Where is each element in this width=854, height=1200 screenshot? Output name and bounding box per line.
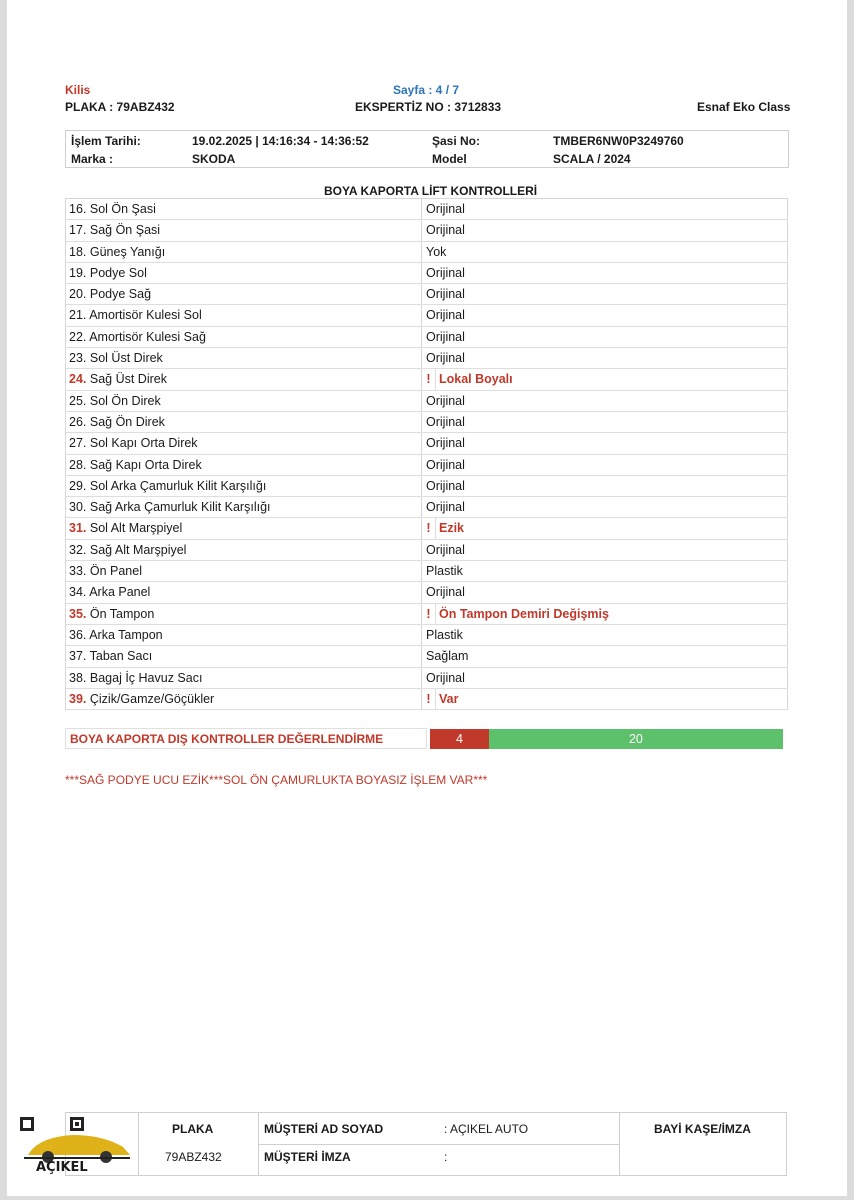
check-result xyxy=(422,604,788,624)
check-name: Sol Kapı Orta Direk xyxy=(89,436,198,451)
check-value: Orijinal xyxy=(426,542,465,557)
check-number: 38. xyxy=(69,670,87,685)
check-name: Taban Sacı xyxy=(89,649,153,664)
check-value: Orijinal xyxy=(426,500,465,515)
model-value: SCALA / 2024 xyxy=(553,152,631,166)
check-result xyxy=(422,305,788,325)
check-label xyxy=(66,199,422,219)
check-row xyxy=(66,497,788,518)
dealer-stamp-label: BAYİ KAŞE/İMZA xyxy=(654,1122,751,1136)
check-name: Amortisör Kulesi Sol xyxy=(89,308,202,323)
check-number: 36. xyxy=(69,627,87,642)
check-name: Sağ Alt Marşpiyel xyxy=(89,542,187,557)
check-result xyxy=(422,412,788,432)
date-label: İşlem Tarihi: xyxy=(71,134,141,148)
check-label xyxy=(66,561,422,581)
check-number: 22. xyxy=(69,329,87,344)
chassis-label: Şasi No: xyxy=(432,134,481,148)
check-name: Sağ Arka Çamurluk Kilit Karşılığı xyxy=(89,500,271,515)
check-result xyxy=(422,284,788,304)
check-label xyxy=(66,220,422,240)
check-row xyxy=(66,582,788,603)
check-number: 16. xyxy=(69,202,87,216)
check-value: Plastik xyxy=(426,564,463,579)
package-name: Esnaf Eko Class xyxy=(697,100,791,114)
model-label: Model xyxy=(432,152,467,166)
check-row xyxy=(66,391,788,412)
check-name: Podye Sol xyxy=(89,265,147,280)
check-name: Sol Ön Direk xyxy=(89,393,161,408)
check-name: Çizik/Gamze/Göçükler xyxy=(89,691,215,706)
check-row xyxy=(66,604,788,625)
check-label xyxy=(66,412,422,432)
car-logo-icon xyxy=(18,1115,136,1175)
check-value: Orijinal xyxy=(426,223,465,238)
check-value: Lokal Boyalı xyxy=(439,372,513,387)
check-number: 29. xyxy=(69,478,87,493)
check-result xyxy=(422,199,788,219)
brand-label: Marka : xyxy=(71,152,114,166)
check-name: Arka Panel xyxy=(89,585,151,600)
check-value: Orijinal xyxy=(426,393,465,408)
signature-footer xyxy=(36,1112,787,1176)
check-number: 18. xyxy=(69,244,87,259)
check-value: Orijinal xyxy=(426,265,465,280)
chassis-value: TMBER6NW0P3249760 xyxy=(553,134,684,148)
check-number: 28. xyxy=(69,457,87,472)
check-label xyxy=(66,668,422,688)
check-row xyxy=(66,199,788,220)
vehicle-info-box xyxy=(65,130,789,168)
check-label xyxy=(66,497,422,517)
check-number: 34. xyxy=(69,585,87,600)
check-row xyxy=(66,455,788,476)
alert-icon: ! xyxy=(422,689,436,709)
plate-header: PLAKA : 79ABZ432 xyxy=(65,100,175,114)
check-result xyxy=(422,646,788,666)
check-name: Ön Panel xyxy=(89,564,142,579)
check-row xyxy=(66,412,788,433)
check-number: 27. xyxy=(69,436,87,451)
check-row xyxy=(66,518,788,539)
check-result xyxy=(422,561,788,581)
check-number: 19. xyxy=(69,265,87,280)
check-row xyxy=(66,348,788,369)
check-value: Orijinal xyxy=(426,436,465,451)
brand-value: SKODA xyxy=(192,152,236,166)
check-value: Orijinal xyxy=(426,287,465,302)
check-value: Yok xyxy=(426,244,447,259)
check-number: 32. xyxy=(69,542,87,557)
check-label xyxy=(66,305,422,325)
check-row xyxy=(66,646,788,667)
check-number: 39. xyxy=(69,691,87,706)
customer-name-value: : AÇIKEL AUTO xyxy=(444,1122,529,1136)
footer-plate-label: PLAKA xyxy=(172,1122,214,1136)
check-result xyxy=(422,263,788,283)
check-value: Ezik xyxy=(439,521,465,536)
check-row xyxy=(66,369,788,390)
check-label xyxy=(66,433,422,453)
report-number: EKSPERTİZ NO : 3712833 xyxy=(355,100,502,114)
check-value: Ön Tampon Demiri Değişmiş xyxy=(439,606,609,621)
check-number: 25. xyxy=(69,393,87,408)
check-label xyxy=(66,348,422,368)
check-result xyxy=(422,497,788,517)
check-result xyxy=(422,689,788,709)
check-result xyxy=(422,369,788,389)
check-name: Sol Ön Şasi xyxy=(89,202,156,216)
footer-plate-value: 79ABZ432 xyxy=(165,1150,222,1164)
check-name: Amortisör Kulesi Sağ xyxy=(89,329,206,344)
check-name: Sağ Ön Direk xyxy=(89,414,165,429)
logo-text: AÇIKEL xyxy=(36,1160,88,1175)
check-result xyxy=(422,220,788,240)
check-name: Bagaj İç Havuz Sacı xyxy=(89,670,203,685)
evaluation-bad-segment: 4 xyxy=(430,729,489,749)
check-label xyxy=(66,263,422,283)
check-label xyxy=(66,391,422,411)
check-name: Ön Tampon xyxy=(89,606,155,621)
check-number: 26. xyxy=(69,414,87,429)
checks-table xyxy=(65,198,788,710)
check-value: Orijinal xyxy=(426,414,465,429)
check-number: 23. xyxy=(69,351,87,366)
check-label xyxy=(66,242,422,262)
check-result xyxy=(422,625,788,645)
report-page xyxy=(7,0,847,1196)
check-row xyxy=(66,242,788,263)
date-value: 19.02.2025 | 14:16:34 - 14:36:52 xyxy=(192,134,369,148)
check-label xyxy=(66,646,422,666)
customer-signature-label: MÜŞTERİ İMZA xyxy=(264,1150,351,1164)
check-value: Orijinal xyxy=(426,329,465,344)
check-value: Orijinal xyxy=(426,478,465,493)
check-row xyxy=(66,263,788,284)
check-label xyxy=(66,476,422,496)
check-number: 17. xyxy=(69,223,87,238)
check-row xyxy=(66,433,788,454)
check-name: Sol Üst Direk xyxy=(89,351,163,366)
check-label xyxy=(66,625,422,645)
check-label xyxy=(66,604,422,624)
check-value: Orijinal xyxy=(426,585,465,600)
check-number: 30. xyxy=(69,500,87,515)
check-result xyxy=(422,348,788,368)
check-value: Orijinal xyxy=(426,351,465,366)
check-name: Sol Alt Marşpiyel xyxy=(89,521,183,536)
check-row xyxy=(66,668,788,689)
section-title: BOYA KAPORTA LİFT KONTROLLERİ xyxy=(324,184,538,198)
check-row xyxy=(66,305,788,326)
check-label xyxy=(66,540,422,560)
check-row xyxy=(66,327,788,348)
check-number: 20. xyxy=(69,287,87,302)
check-label xyxy=(66,455,422,475)
check-result xyxy=(422,327,788,347)
check-result xyxy=(422,433,788,453)
check-value: Sağlam xyxy=(426,649,469,664)
alert-icon: ! xyxy=(422,369,436,389)
check-result xyxy=(422,455,788,475)
check-label xyxy=(66,327,422,347)
check-label xyxy=(66,689,422,709)
check-label xyxy=(66,369,422,389)
customer-name-label: MÜŞTERİ AD SOYAD xyxy=(264,1122,384,1136)
check-name: Sağ Ön Şasi xyxy=(89,223,161,238)
check-result xyxy=(422,242,788,262)
check-row xyxy=(66,689,788,710)
check-label xyxy=(66,518,422,538)
check-name: Podye Sağ xyxy=(89,287,152,302)
check-value: Plastik xyxy=(426,627,463,642)
check-row xyxy=(66,625,788,646)
page-indicator: Sayfa : 4 / 7 xyxy=(393,83,460,97)
check-result xyxy=(422,540,788,560)
check-result xyxy=(422,391,788,411)
check-name: Sağ Üst Direk xyxy=(89,372,167,387)
check-number: 33. xyxy=(69,564,87,579)
check-row xyxy=(66,561,788,582)
evaluation-good-segment: 20 xyxy=(489,729,783,749)
check-value: Orijinal xyxy=(426,308,465,323)
check-result xyxy=(422,668,788,688)
check-row xyxy=(66,284,788,305)
check-result xyxy=(422,476,788,496)
check-result xyxy=(422,582,788,602)
alert-icon: ! xyxy=(422,518,436,538)
inspection-note: ***SAĞ PODYE UCU EZİK***SOL ÖN ÇAMURLUKTA BOYASIZ İŞLEM VAR*** xyxy=(65,773,488,787)
check-value: Orijinal xyxy=(426,202,465,216)
check-label xyxy=(66,284,422,304)
customer-signature-value: : xyxy=(444,1150,448,1164)
check-value: Var xyxy=(439,691,459,706)
check-row xyxy=(66,220,788,241)
check-number: 35. xyxy=(69,606,87,621)
check-label xyxy=(66,582,422,602)
check-value: Orijinal xyxy=(426,670,465,685)
check-number: 31. xyxy=(69,521,87,536)
check-value: Orijinal xyxy=(426,457,465,472)
check-name: Sağ Kapı Orta Direk xyxy=(89,457,202,472)
alert-icon: ! xyxy=(422,604,436,624)
check-number: 21. xyxy=(69,308,87,323)
check-number: 24. xyxy=(69,372,87,387)
check-name: Arka Tampon xyxy=(89,627,163,642)
check-name: Güneş Yanığı xyxy=(89,244,166,259)
check-row xyxy=(66,476,788,497)
evaluation-label: BOYA KAPORTA DIŞ KONTROLLER DEĞERLENDİRME xyxy=(65,728,427,749)
check-result xyxy=(422,518,788,538)
evaluation-bar xyxy=(430,729,783,749)
check-row xyxy=(66,540,788,561)
check-number: 37. xyxy=(69,649,87,664)
check-name: Sol Arka Çamurluk Kilit Karşılığı xyxy=(89,478,267,493)
company-logo xyxy=(18,1115,136,1175)
city-label: Kilis xyxy=(65,83,91,97)
